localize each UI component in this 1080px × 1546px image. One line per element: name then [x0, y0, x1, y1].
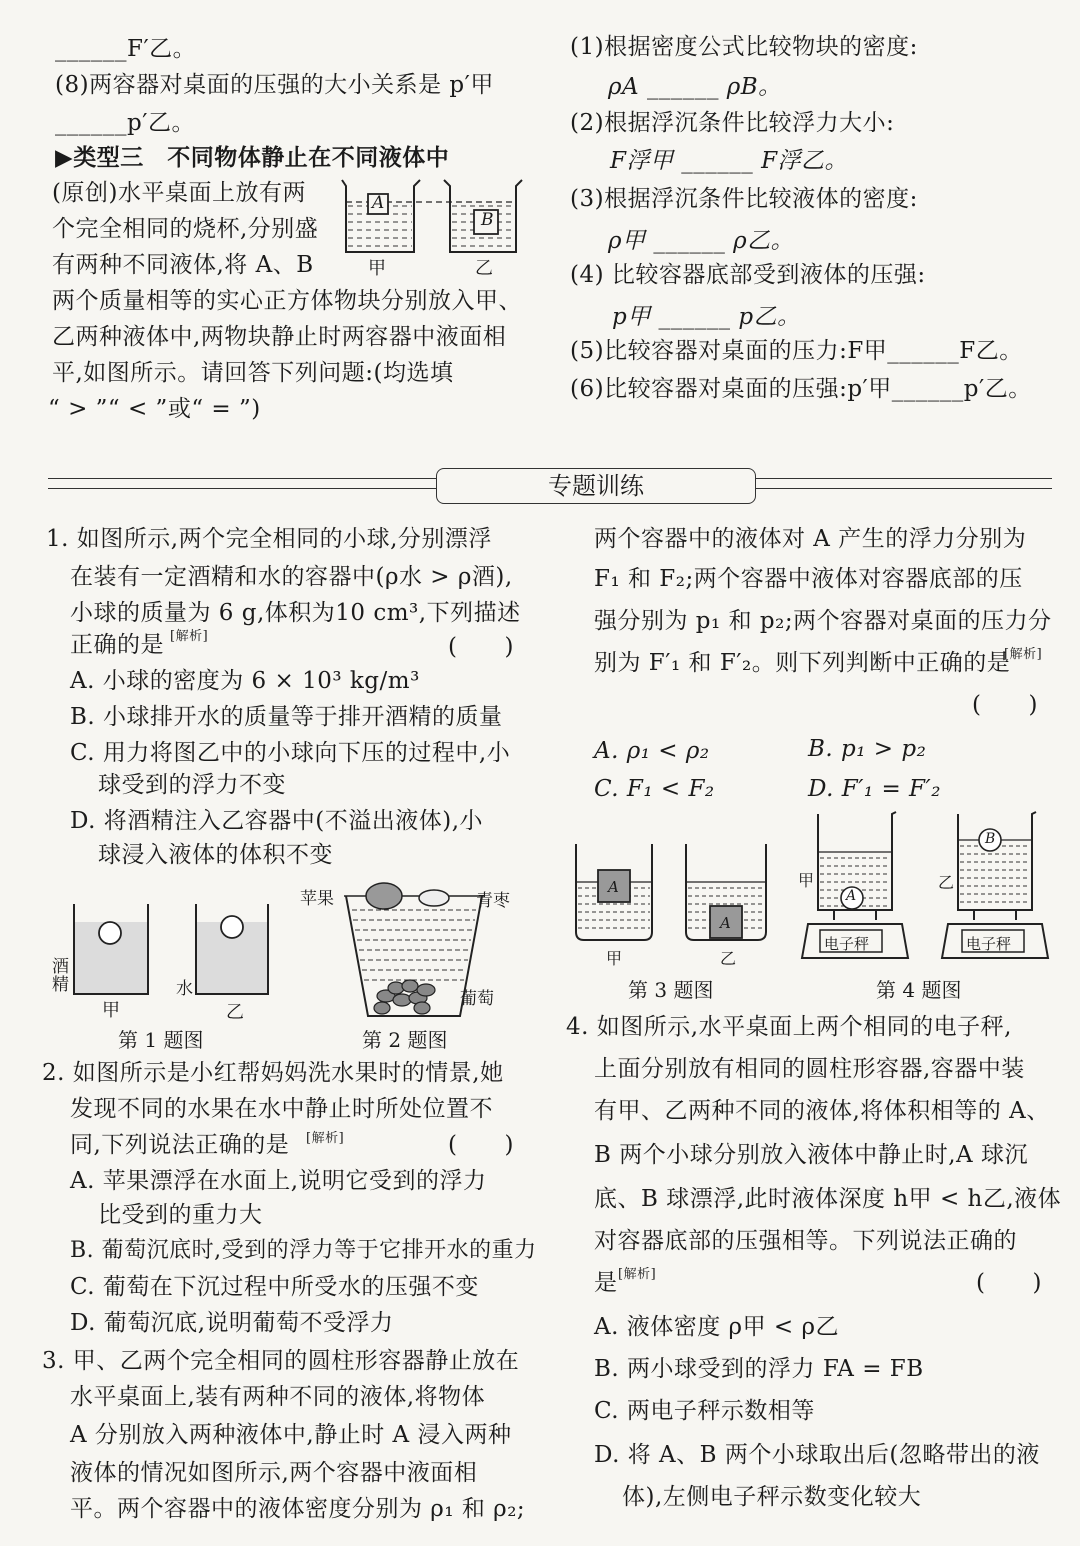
- label-a: A: [608, 878, 619, 896]
- option: B. p₁ > p₂: [808, 736, 927, 762]
- q3-line: A 分别放入两种液体中,静止时 A 浸入两种: [70, 1422, 512, 1448]
- scale-label: 电子秤: [966, 935, 1012, 953]
- text-line: ______p′乙。: [55, 110, 195, 136]
- option: B. 葡萄沉底时,受到的浮力等于它排开水的重力: [70, 1238, 537, 1263]
- q1-line: 小球的质量为 6 g,体积为10 cm³,下列描述: [70, 600, 521, 626]
- label-b: B: [481, 210, 494, 230]
- q4-line: B 两个小球分别放入液体中静止时,A 球沉: [594, 1142, 1028, 1168]
- figure-caption: 第 2 题图: [362, 1028, 448, 1052]
- q2-line: 同,下列说法正确的是: [70, 1132, 290, 1158]
- q4-line: 底、B 球漂浮,此时液体深度 h甲 < h乙,液体: [594, 1186, 1062, 1212]
- text-line: (6)比较容器对桌面的压强:p′甲______p′乙。: [570, 376, 1032, 402]
- option: 球受到的浮力不变: [98, 772, 286, 798]
- answer-paren: ( ): [448, 1132, 514, 1158]
- text-line: ______F′乙。: [55, 36, 197, 62]
- option: C. F₁ < F₂: [594, 776, 715, 802]
- q3-line: 别为 F′₁ 和 F′₂。则下列判断中正确的是: [594, 650, 1011, 676]
- q4-line: 有甲、乙两种不同的液体,将体积相等的 A、: [594, 1098, 1050, 1124]
- text-line: (5)比较容器对桌面的压力:F甲______F乙。: [570, 338, 1023, 364]
- q1-line: 1. 如图所示,两个完全相同的小球,分别漂浮: [46, 526, 492, 552]
- option: A. 液体密度 ρ甲 < ρ乙: [594, 1314, 839, 1340]
- text-line: (2)根据浮沉条件比较浮力大小:: [570, 110, 895, 136]
- section-title-bar: [48, 468, 1052, 504]
- label-yi: 乙: [720, 949, 737, 968]
- option: A. 苹果漂浮在水面上,说明它受到的浮力: [70, 1168, 487, 1194]
- option: 比受到的重力大: [98, 1202, 263, 1228]
- q4-line: 是: [594, 1270, 618, 1296]
- note-tag: [解析]: [1004, 647, 1043, 662]
- q3-line: 水平桌面上,装有两种不同的液体,将物体: [70, 1384, 486, 1410]
- option: D. 将酒精注入乙容器中(不溢出液体),小: [70, 808, 483, 834]
- q3-line: 平。两个容器中的液体密度分别为 ρ₁ 和 ρ₂;: [70, 1496, 526, 1522]
- label-b: B: [985, 831, 996, 847]
- figure-caption: 第 4 题图: [876, 978, 962, 1002]
- label-alcohol: 酒精: [52, 957, 69, 995]
- label-jia: 甲: [798, 871, 815, 890]
- option: B. 小球排开水的质量等于排开酒精的质量: [70, 704, 503, 730]
- note-tag: [解析]: [306, 1131, 345, 1146]
- q1-line: 在装有一定酒精和水的容器中(ρ水 > ρ酒),: [70, 564, 513, 590]
- text-line: ρ甲 ______ ρ乙。: [608, 228, 795, 254]
- label-jia: 甲: [606, 949, 623, 968]
- q2-line: 2. 如图所示是小红帮妈妈洗水果时的情景,她: [42, 1060, 504, 1086]
- figure-caption: 第 3 题图: [628, 978, 714, 1002]
- text-line: (1)根据密度公式比较物块的密度:: [570, 34, 918, 60]
- figure-1: [68, 900, 278, 1000]
- q3-line: 强分别为 p₁ 和 p₂;两个容器对桌面的压力分: [594, 608, 1052, 634]
- label-apple: 苹果: [300, 889, 334, 909]
- option: C. 两电子秤示数相等: [594, 1398, 815, 1424]
- section-title: 专题训练: [436, 468, 756, 504]
- text-line: F浮甲 ______ F浮乙。: [610, 148, 849, 174]
- note-tag: [解析]: [618, 1267, 657, 1282]
- option: C. 葡萄在下沉过程中所受水的压强不变: [70, 1274, 479, 1300]
- label-a: A: [720, 914, 731, 932]
- label-yi: 乙: [938, 873, 955, 892]
- label-yi: 乙: [226, 1002, 244, 1023]
- scale-label: 电子秤: [824, 935, 870, 953]
- q4-line: 对容器底部的压强相等。下列说法正确的: [594, 1228, 1017, 1254]
- label-water: 水: [176, 979, 193, 999]
- text-line: 平,如图所示。请回答下列问题:(均选填: [52, 360, 454, 386]
- label-yi: 乙: [475, 258, 493, 279]
- beakers-figure: [336, 176, 526, 280]
- note-tag: [解析]: [170, 629, 209, 644]
- label-a: A: [846, 888, 857, 904]
- option: C. 用力将图乙中的小球向下压的过程中,小: [70, 740, 511, 766]
- figure-caption: 第 1 题图: [118, 1028, 204, 1052]
- q3-line: 两个容器中的液体对 A 产生的浮力分别为: [594, 526, 1027, 552]
- text-line: (8)两容器对桌面的压强的大小关系是 p′甲: [55, 72, 494, 98]
- q4-line: 4. 如图所示,水平桌面上两个相同的电子秤,: [566, 1014, 1012, 1040]
- q1-line: 正确的是: [70, 632, 164, 658]
- option: B. 两小球受到的浮力 FA = FB: [594, 1356, 924, 1382]
- q3-line: 3. 甲、乙两个完全相同的圆柱形容器静止放在: [42, 1348, 520, 1374]
- label-a: A: [372, 193, 385, 213]
- q2-line: 发现不同的水果在水中静止时所处位置不: [70, 1096, 493, 1122]
- q3-line: F₁ 和 F₂;两个容器中液体对容器底部的压: [594, 566, 1023, 592]
- answer-paren: ( ): [448, 634, 514, 660]
- option: D. 葡萄沉底,说明葡萄不受浮力: [70, 1310, 394, 1336]
- label-jia: 甲: [102, 1000, 120, 1021]
- option: A. 小球的密度为 6 × 10³ kg/m³: [70, 668, 420, 694]
- text-line: 两个质量相等的实心正方体物块分别放入甲、: [52, 288, 522, 314]
- text-line: (原创)水平桌面上放有两: [52, 180, 306, 206]
- label-jujube: 青枣: [476, 891, 510, 911]
- label-jia: 甲: [368, 258, 386, 279]
- type-heading: ▶类型三 不同物体静止在不同液体中: [55, 145, 450, 171]
- q3-line: 液体的情况如图所示,两个容器中液面相: [70, 1460, 478, 1486]
- text-line: p甲 ______ p乙。: [612, 304, 801, 330]
- option: A. ρ₁ < ρ₂: [594, 738, 710, 764]
- option: D. F′₁ = F′₂: [808, 776, 941, 802]
- text-line: 个完全相同的烧杯,分别盛: [52, 216, 319, 242]
- text-line: “ > ”“ < ”或“ = ”): [48, 396, 261, 422]
- text-line: 乙两种液体中,两物块静止时两容器中液面相: [52, 324, 507, 350]
- option: 体),左侧电子秤示数变化较大: [622, 1484, 922, 1510]
- answer-paren: ( ): [972, 692, 1038, 718]
- text-line: (4) 比较容器底部受到液体的压强:: [570, 262, 926, 288]
- label-grape: 葡萄: [460, 989, 494, 1009]
- text-line: (3)根据浮沉条件比较液体的密度:: [570, 186, 918, 212]
- q4-line: 上面分别放有相同的圆柱形容器,容器中装: [594, 1056, 1025, 1082]
- option: 球浸入液体的体积不变: [98, 842, 333, 868]
- option: D. 将 A、B 两个小球取出后(忽略带出的液: [594, 1442, 1040, 1468]
- figure-3: [570, 840, 770, 950]
- text-line: ρA ______ ρB。: [608, 74, 782, 100]
- answer-paren: ( ): [976, 1270, 1042, 1296]
- text-line: 有两种不同液体,将 A、B: [52, 252, 314, 278]
